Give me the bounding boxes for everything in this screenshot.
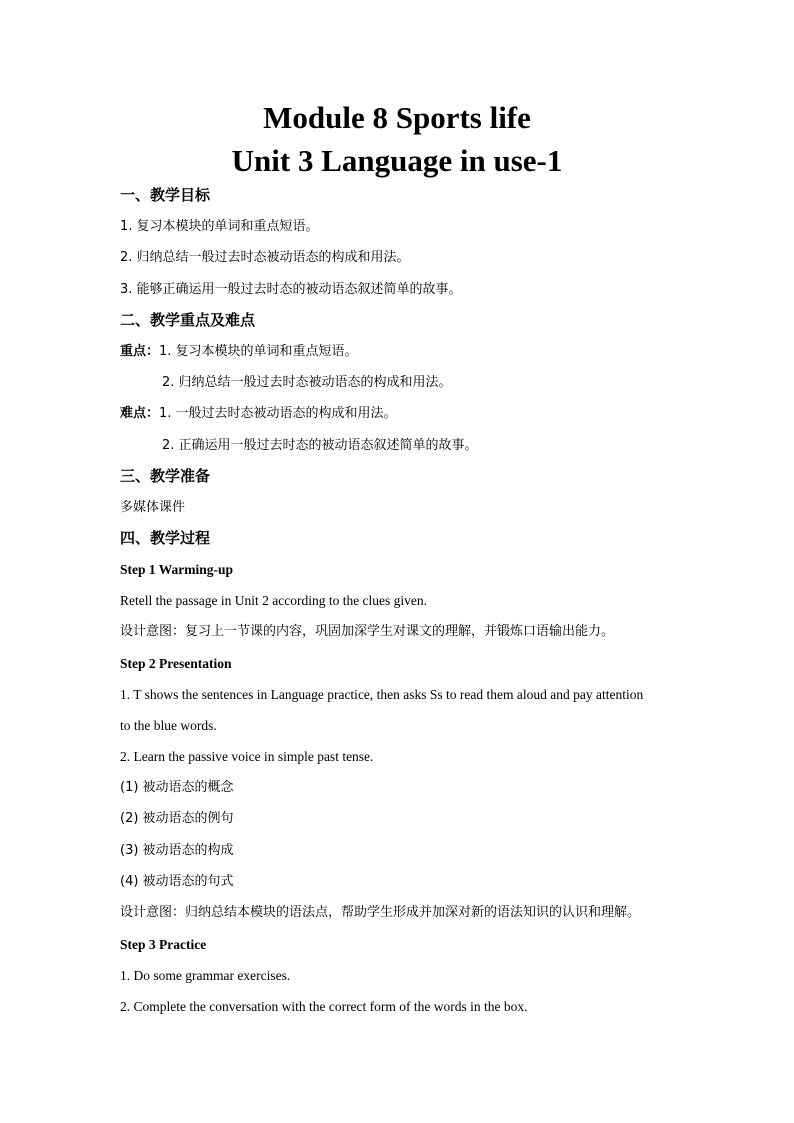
focus-item-2: 2. 归纳总结一般过去时态被动语态的构成和用法。 — [162, 375, 452, 390]
step-3-title: Step 3 Practice — [120, 937, 207, 952]
step-3-item-2: 2. Complete the conversation with the correct form of the words in the box. — [120, 999, 528, 1014]
step-2-sub-item-4: (4) 被动语态的句式 — [120, 874, 234, 889]
step-2-item-1-line-2: to the blue words. — [120, 718, 217, 733]
objective-item-2: 2. 归纳总结一般过去时态被动语态的构成和用法。 — [120, 250, 410, 265]
section-heading-key-points: 二、教学重点及难点 — [120, 311, 256, 329]
step-2-item-1-line-1: 1. T shows the sentences in Language practice, then asks Ss to read them aloud and pay attention — [120, 687, 644, 702]
focus-label: 重点： — [120, 344, 160, 359]
difficulty-label: 难点： — [120, 406, 160, 421]
step-1-title: Step 1 Warming-up — [120, 562, 234, 577]
section-heading-preparation: 三、教学准备 — [120, 467, 211, 485]
document-title-line-1: Module 8 Sports life — [263, 100, 531, 135]
step-1-text: Retell the passage in Unit 2 according to the clues given. — [120, 593, 428, 608]
step-2-title: Step 2 Presentation — [120, 656, 232, 671]
objective-item-3: 3. 能够正确运用一般过去时态的被动语态叙述简单的故事。 — [120, 282, 462, 297]
step-3-item-1: 1. Do some grammar exercises. — [120, 968, 291, 983]
step-2-sub-item-2: (2) 被动语态的例句 — [120, 811, 234, 826]
step-2-sub-item-3: (3) 被动语态的构成 — [120, 843, 234, 858]
focus-item-1: 1. 复习本模块的单词和重点短语。 — [159, 344, 358, 359]
section-heading-objectives: 一、教学目标 — [120, 186, 211, 204]
preparation-content: 多媒体课件 — [120, 500, 186, 515]
difficulty-item-1: 1. 一般过去时态被动语态的构成和用法。 — [159, 406, 397, 421]
difficulty-row-1 — [120, 405, 397, 423]
document-title-line-2: Unit 3 Language in use-1 — [231, 143, 563, 178]
step-2-intent: 设计意图：归纳总结本模块的语法点，帮助学生形成并加深对新的语法知识的认识和理解。 — [120, 905, 641, 920]
step-2-item-2: 2. Learn the passive voice in simple past tense. — [120, 749, 374, 764]
section-heading-process: 四、教学过程 — [120, 529, 211, 547]
focus-row-1 — [120, 343, 358, 361]
difficulty-item-2: 2. 正确运用一般过去时态的被动语态叙述简单的故事。 — [162, 438, 478, 453]
step-2-sub-item-1: (1) 被动语态的概念 — [120, 780, 234, 795]
objective-item-1: 1. 复习本模块的单词和重点短语。 — [120, 219, 319, 234]
step-1-intent: 设计意图：复习上一节课的内容，巩固加深学生对课文的理解，并锻炼口语输出能力。 — [120, 624, 615, 639]
